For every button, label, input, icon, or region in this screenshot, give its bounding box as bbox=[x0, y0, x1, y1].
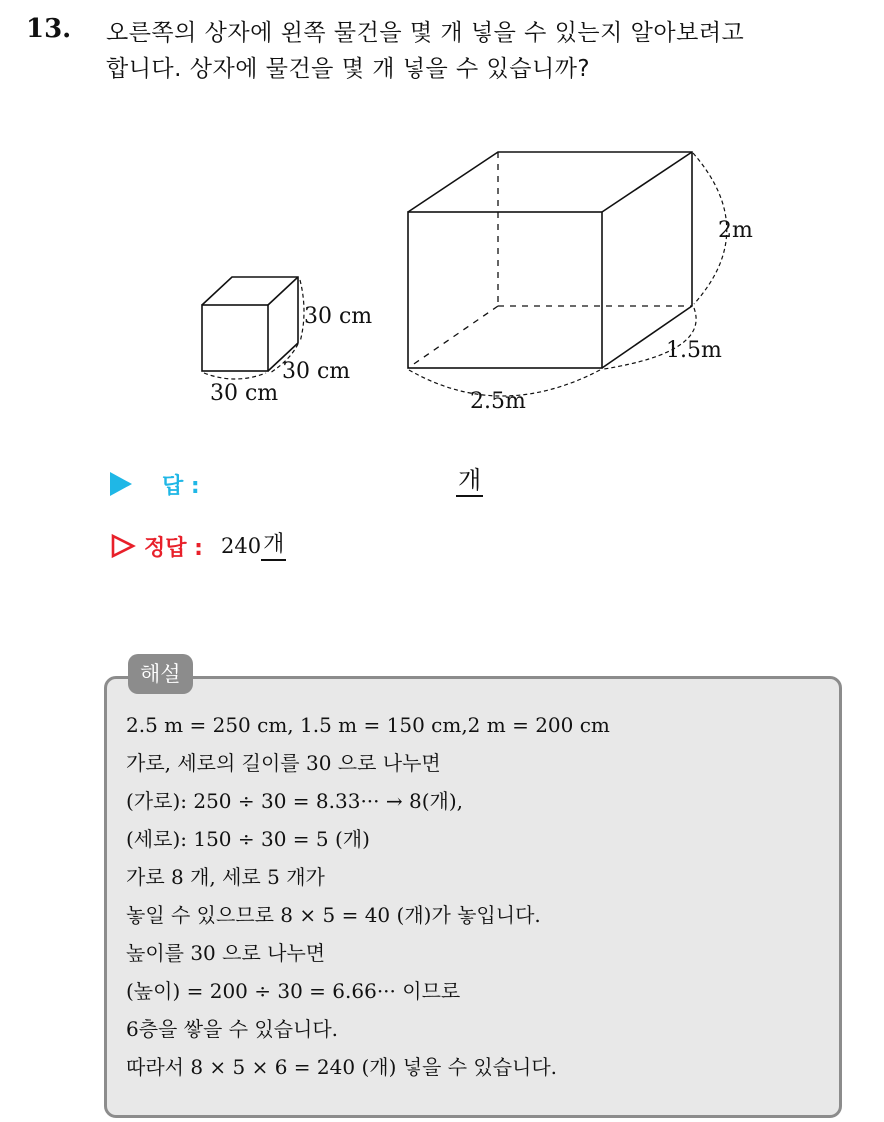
big-height-label: 2m bbox=[718, 218, 753, 243]
small-cube bbox=[202, 277, 298, 371]
explanation-line: (세로): 150 ÷ 30 = 5 (개) bbox=[126, 827, 370, 851]
explanation-text bbox=[126, 706, 610, 1086]
correct-answer-row bbox=[110, 528, 286, 564]
small-width-arc bbox=[204, 373, 266, 379]
explanation-line: 따라서 8 × 5 × 6 = 240 (개) 넣을 수 있습니다. bbox=[126, 1055, 558, 1079]
explanation-line: (높이) = 200 ÷ 30 = 6.66··· 이므로 bbox=[126, 979, 461, 1003]
correct-answer-label: 정답 : bbox=[144, 535, 203, 561]
explanation-line: 가로 8 개, 세로 5 개가 bbox=[126, 865, 325, 889]
correct-answer-unit: 개 bbox=[261, 532, 286, 561]
question-number: 13. bbox=[26, 14, 72, 44]
answer-row bbox=[110, 466, 200, 502]
explanation-line: 2.5 m = 250 cm, 1.5 m = 150 cm,2 m = 200 cm bbox=[126, 713, 610, 737]
correct-answer-value: 240 bbox=[220, 534, 262, 558]
small-height-label: 30 cm bbox=[304, 304, 373, 329]
big-width-label: 2.5m bbox=[470, 389, 526, 414]
play-triangle-icon bbox=[110, 472, 132, 496]
outline-triangle-icon bbox=[110, 533, 136, 559]
question-text-line-1: 오른쪽의 상자에 왼쪽 물건을 몇 개 넣을 수 있는지 알아보려고 bbox=[106, 20, 745, 46]
big-depth-label: 1.5m bbox=[666, 338, 722, 363]
explanation-line: 가로, 세로의 길이를 30 으로 나누면 bbox=[126, 751, 441, 775]
explanation-line: 놓일 수 있으므로 8 × 5 = 40 (개)가 놓입니다. bbox=[126, 903, 541, 927]
small-depth-label: 30 cm bbox=[282, 359, 351, 384]
answer-label: 답 : bbox=[162, 473, 200, 499]
small-width-label: 30 cm bbox=[210, 381, 279, 406]
answer-blank-unit[interactable]: 개 bbox=[456, 466, 483, 497]
large-box bbox=[408, 152, 692, 368]
explanation-line: 6층을 쌓을 수 있습니다. bbox=[126, 1017, 339, 1041]
question-text-line-2: 합니다. 상자에 물건을 몇 개 넣을 수 있습니까? bbox=[106, 56, 591, 82]
explanation-tab: 해설 bbox=[128, 654, 193, 694]
box-figure bbox=[180, 130, 800, 430]
explanation-line: (가로): 250 ÷ 30 = 8.33··· → 8(개), bbox=[126, 789, 463, 813]
explanation-line: 높이를 30 으로 나누면 bbox=[126, 941, 326, 965]
